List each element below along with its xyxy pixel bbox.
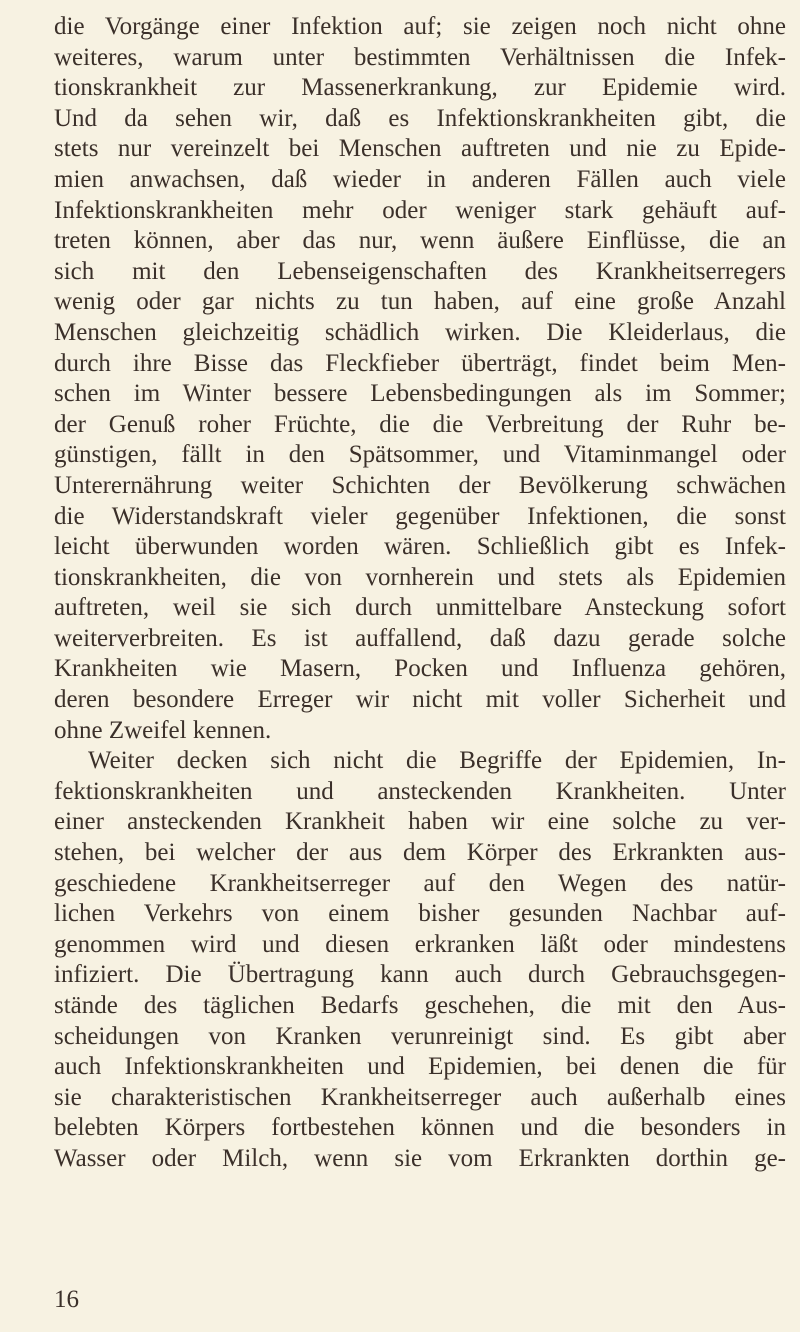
- text-line: Unterernährung weiter Schichten der Bevölkerung schwächen: [54, 471, 786, 499]
- text-line: die Vorgänge einer Infektion auf; sie zeigen noch nicht ohne: [54, 13, 786, 40]
- text-line: stehen, bei welcher der aus dem Körper des Erkrankten aus-: [54, 839, 786, 867]
- text-line: tionskrankheiten, die von vornherein und stets als Epidemien: [54, 563, 786, 591]
- text-line: Wasser oder Milch, wenn sie vom Erkrankten dorthin ge-: [54, 1144, 786, 1172]
- text-line: einer ansteckenden Krankheit haben wir eine solche zu ver-: [54, 808, 786, 836]
- text-line: stände des täglichen Bedarfs geschehen, die mit den Aus-: [54, 992, 786, 1019]
- text-line: Menschen gleichzeitig schädlich wirken. Die Kleiderlaus, die: [54, 318, 786, 346]
- book-page-text: [54, 12, 786, 1175]
- text-line: weiterverbreiten. Es ist auffallend, daß dazu gerade solche: [54, 624, 786, 652]
- text-line: belebten Körpers fortbestehen können und die besonders in: [54, 1114, 786, 1142]
- text-line: genommen wird und diesen erkranken läßt oder mindestens: [54, 930, 786, 958]
- text-line: ohne Zweifel kennen.: [54, 716, 272, 744]
- text-line: durch ihre Bisse das Fleckfieber überträgt, findet beim Men-: [54, 349, 786, 377]
- text-line: stets nur vereinzelt bei Menschen auftreten und nie zu Epide-: [54, 135, 786, 163]
- text-line: weiteres, warum unter bestimmten Verhältnissen die Infek-: [54, 43, 786, 71]
- text-line: der Genuß roher Früchte, die die Verbreitung der Ruhr be-: [54, 410, 786, 438]
- page-number: 16: [54, 1286, 79, 1313]
- text-line: leicht überwunden worden wären. Schließlich gibt es Infek-: [54, 533, 786, 561]
- text-line: sie charakteristischen Krankheitserreger auch außerhalb eines: [54, 1083, 786, 1111]
- text-line: scheidungen von Kranken verunreinigt sind. Es gibt aber: [54, 1022, 786, 1050]
- text-line: Krankheiten wie Masern, Pocken und Influenza gehören,: [54, 655, 786, 683]
- text-line: wenig oder gar nichts zu tun haben, auf eine große Anzahl: [54, 288, 786, 316]
- text-line: tionskrankheit zur Massenerkrankung, zur Epidemie wird.: [54, 74, 786, 102]
- text-line: Weiter decken sich nicht die Begriffe der Epidemien, In-: [88, 747, 786, 775]
- text-line: sich mit den Lebenseigenschaften des Krankheitserregers: [54, 257, 786, 285]
- text-line: deren besondere Erreger wir nicht mit voller Sicherheit und: [54, 686, 786, 714]
- text-line: auch Infektionskrankheiten und Epidemien, bei denen die für: [54, 1053, 786, 1081]
- text-line: infiziert. Die Übertragung kann auch durch Gebrauchsgegen-: [54, 961, 786, 989]
- text-line: schen im Winter bessere Lebensbedingungen als im Sommer;: [54, 380, 786, 408]
- text-line: die Widerstandskraft vieler gegenüber Infektionen, die sonst: [54, 502, 786, 530]
- text-line: günstigen, fällt in den Spätsommer, und Vitaminmangel oder: [54, 441, 786, 469]
- text-line: geschiedene Krankheitserreger auf den Wegen des natür-: [54, 869, 786, 897]
- text-line: mien anwachsen, daß wieder in anderen Fällen auch viele: [54, 165, 786, 193]
- text-line: treten können, aber das nur, wenn äußere Einflüsse, die an: [54, 227, 786, 255]
- text-line: Und da sehen wir, daß es Infektionskrankheiten gibt, die: [54, 104, 786, 132]
- text-line: fektionskrankheiten und ansteckenden Krankheiten. Unter: [54, 777, 786, 805]
- text-line: lichen Verkehrs von einem bisher gesunden Nachbar auf-: [54, 900, 786, 928]
- text-line: Infektionskrankheiten mehr oder weniger stark gehäuft auf-: [54, 196, 786, 224]
- text-line: auftreten, weil sie sich durch unmittelbare Ansteckung sofort: [54, 594, 786, 622]
